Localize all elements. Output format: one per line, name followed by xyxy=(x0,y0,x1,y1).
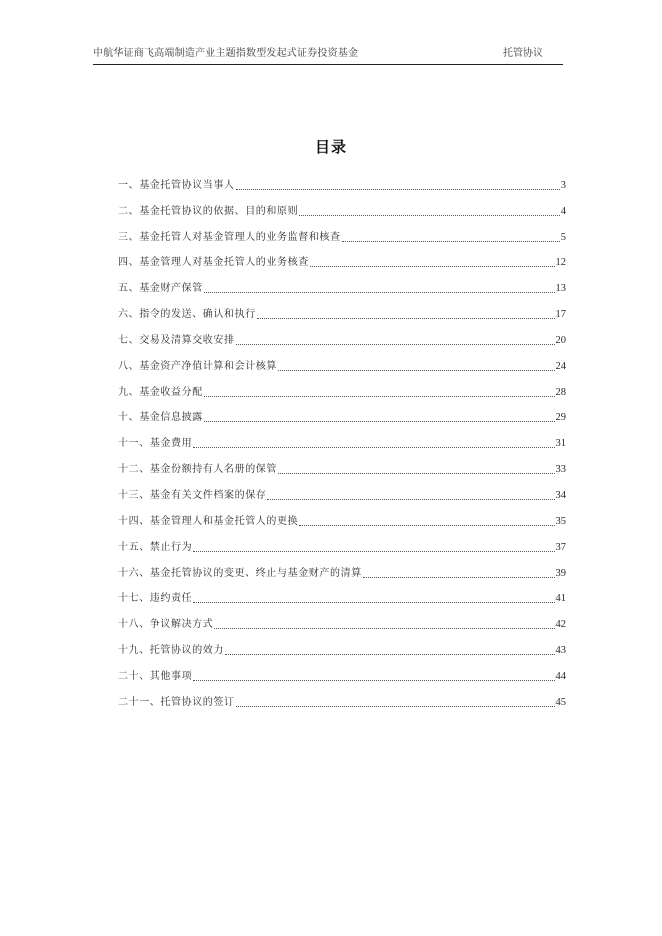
toc-entry-label: 十五、禁止行为 xyxy=(118,541,193,553)
toc-entry-label: 十、基金信息披露 xyxy=(118,412,203,424)
dot-leader xyxy=(278,369,555,371)
toc-entry-label: 二十、其他事项 xyxy=(118,670,193,682)
toc-entry-page: 45 xyxy=(555,696,566,708)
toc-entry-page: 34 xyxy=(555,489,566,501)
dot-leader xyxy=(214,627,554,629)
toc-entry-19[interactable] xyxy=(118,634,566,660)
toc-entry-page: 13 xyxy=(555,283,566,295)
toc-entry-page: 31 xyxy=(555,438,566,450)
toc-entry-9[interactable] xyxy=(118,376,566,402)
toc-entry-page: 17 xyxy=(555,309,566,321)
toc-entry-label: 十六、基金托管协议的变更、终止与基金财产的清算 xyxy=(118,567,362,579)
toc-entry-20[interactable] xyxy=(118,660,566,686)
toc-entry-7[interactable] xyxy=(118,324,566,350)
toc-entry-4[interactable] xyxy=(118,247,566,273)
toc-entry-label: 一、基金托管协议当事人 xyxy=(118,179,235,191)
toc-entry-page: 5 xyxy=(560,231,566,243)
toc-entry-label: 二、基金托管协议的依据、目的和原则 xyxy=(118,205,299,217)
header-fund-name: 中航华证商飞高端制造产业主题指数型发起式证券投资基金 xyxy=(93,48,359,59)
dot-leader xyxy=(299,524,554,526)
toc-entry-page: 42 xyxy=(555,619,566,631)
toc-entry-page: 4 xyxy=(560,205,566,217)
toc-entry-page: 43 xyxy=(555,645,566,657)
toc-entry-21[interactable] xyxy=(118,686,566,712)
toc-entry-label: 九、基金收益分配 xyxy=(118,386,203,398)
toc-entry-page: 37 xyxy=(555,541,566,553)
dot-leader xyxy=(278,472,555,474)
toc-entry-15[interactable] xyxy=(118,531,566,557)
toc-entry-14[interactable] xyxy=(118,505,566,531)
dot-leader xyxy=(236,343,555,345)
toc-entry-label: 十八、争议解决方式 xyxy=(118,619,214,631)
toc-entry-10[interactable] xyxy=(118,402,566,428)
dot-leader xyxy=(193,550,554,552)
toc-entry-label: 十九、托管协议的效力 xyxy=(118,645,224,657)
toc-entry-16[interactable] xyxy=(118,557,566,583)
toc-entry-label: 四、基金管理人对基金托管人的业务核查 xyxy=(118,257,309,269)
toc-entry-3[interactable] xyxy=(118,221,566,247)
toc-entry-label: 十一、基金费用 xyxy=(118,438,193,450)
toc-entry-18[interactable] xyxy=(118,608,566,634)
toc-entry-label: 六、指令的发送、确认和执行 xyxy=(118,309,256,321)
toc-entry-label: 十四、基金管理人和基金托管人的更换 xyxy=(118,515,299,527)
dot-leader xyxy=(204,420,555,422)
dot-leader xyxy=(193,601,554,603)
toc-entry-11[interactable] xyxy=(118,427,566,453)
toc-entry-label: 二十一、托管协议的签订 xyxy=(118,696,235,708)
toc-entry-8[interactable] xyxy=(118,350,566,376)
dot-leader xyxy=(363,576,555,578)
toc-title: 目录 xyxy=(314,138,347,156)
toc-entry-label: 十二、基金份额持有人名册的保管 xyxy=(118,464,277,476)
toc-entry-page: 24 xyxy=(555,360,566,372)
dot-leader xyxy=(342,240,560,242)
toc-entry-label: 七、交易及清算交收安排 xyxy=(118,334,235,346)
toc-entry-12[interactable] xyxy=(118,453,566,479)
dot-leader xyxy=(310,265,555,267)
toc-entry-5[interactable] xyxy=(118,272,566,298)
toc-entry-page: 3 xyxy=(560,179,566,191)
dot-leader xyxy=(204,291,555,293)
toc-entry-page: 35 xyxy=(555,515,566,527)
dot-leader xyxy=(257,317,555,319)
table-of-contents xyxy=(118,169,566,712)
toc-entry-label: 三、基金托管人对基金管理人的业务监督和核查 xyxy=(118,231,341,243)
toc-entry-page: 20 xyxy=(555,334,566,346)
dot-leader xyxy=(236,188,560,190)
dot-leader xyxy=(193,679,554,681)
toc-entry-17[interactable] xyxy=(118,583,566,609)
toc-entry-page: 41 xyxy=(555,593,566,605)
toc-entry-page: 44 xyxy=(555,670,566,682)
dot-leader xyxy=(193,446,554,448)
dot-leader xyxy=(236,705,555,707)
dot-leader xyxy=(299,214,560,216)
toc-entry-page: 29 xyxy=(555,412,566,424)
toc-entry-page: 28 xyxy=(555,386,566,398)
toc-entry-6[interactable] xyxy=(118,298,566,324)
dot-leader xyxy=(225,653,555,655)
toc-entry-page: 39 xyxy=(555,567,566,579)
toc-entry-page: 12 xyxy=(555,257,566,269)
page-header xyxy=(93,46,563,65)
toc-entry-label: 五、基金财产保管 xyxy=(118,283,203,295)
toc-entry-2[interactable] xyxy=(118,195,566,221)
toc-entry-13[interactable] xyxy=(118,479,566,505)
dot-leader xyxy=(267,498,554,500)
toc-entry-page: 33 xyxy=(555,464,566,476)
toc-entry-label: 十七、违约责任 xyxy=(118,593,193,605)
dot-leader xyxy=(204,395,555,397)
header-doc-type: 托管协议 xyxy=(503,48,543,59)
toc-entry-label: 十三、基金有关文件档案的保存 xyxy=(118,489,267,501)
toc-entry-1[interactable] xyxy=(118,169,566,195)
toc-entry-label: 八、基金资产净值计算和会计核算 xyxy=(118,360,277,372)
